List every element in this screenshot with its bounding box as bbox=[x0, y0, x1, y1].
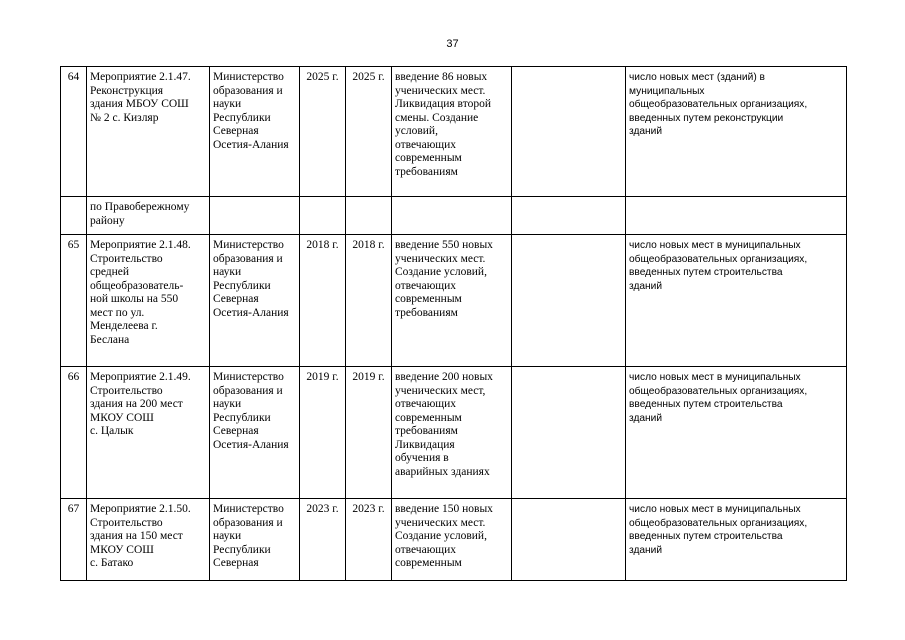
event-cell: Мероприятие 2.1.49. Строительство здания на 200 мест МКОУ СОШ с. Цалык bbox=[87, 367, 210, 499]
executor-cell bbox=[210, 197, 300, 235]
indicator-cell: число новых мест в муниципальных общеобразовательных организациях, введенных путем строительства зданий bbox=[626, 499, 847, 581]
page-number: 37 bbox=[446, 38, 459, 50]
event-cell: Мероприятие 2.1.48. Строительство средней общеобразователь- ной школы на 550 мест по ул. Менделеева г. Беслана bbox=[87, 235, 210, 367]
measures-table bbox=[60, 66, 847, 581]
executor-cell: Министерство образования и науки Республики Северная Осетия-Алания bbox=[210, 367, 300, 499]
empty-cell bbox=[512, 367, 626, 499]
table-row bbox=[61, 367, 847, 499]
end-year-cell: 2019 г. bbox=[346, 367, 392, 499]
end-year-cell bbox=[346, 197, 392, 235]
indicator-cell bbox=[626, 197, 847, 235]
empty-cell bbox=[512, 235, 626, 367]
event-cell: Мероприятие 2.1.50. Строительство здания на 150 мест МКОУ СОШ с. Батако bbox=[87, 499, 210, 581]
start-year-cell: 2023 г. bbox=[300, 499, 346, 581]
row-number: 67 bbox=[61, 499, 87, 581]
district-header-cell: по Правобережному району bbox=[87, 197, 210, 235]
empty-cell bbox=[512, 499, 626, 581]
row-number: 66 bbox=[61, 367, 87, 499]
row-number bbox=[61, 197, 87, 235]
event-cell: Мероприятие 2.1.47. Реконструкция здания МБОУ СОШ № 2 с. Кизляр bbox=[87, 67, 210, 197]
table-row bbox=[61, 235, 847, 367]
start-year-cell bbox=[300, 197, 346, 235]
row-number: 65 bbox=[61, 235, 87, 367]
executor-cell: Министерство образования и науки Республики Северная Осетия-Алания bbox=[210, 67, 300, 197]
result-cell: введение 86 новых ученических мест. Ликвидация второй смены. Создание условий, отвечающих современным требованиям bbox=[392, 67, 512, 197]
end-year-cell: 2023 г. bbox=[346, 499, 392, 581]
result-cell: введение 550 новых ученических мест. Создание условий, отвечающих современным требованиям bbox=[392, 235, 512, 367]
indicator-cell: число новых мест в муниципальных общеобразовательных организациях, введенных путем строительства зданий bbox=[626, 235, 847, 367]
table-row bbox=[61, 499, 847, 581]
empty-cell bbox=[512, 67, 626, 197]
executor-cell: Министерство образования и науки Республики Северная bbox=[210, 499, 300, 581]
start-year-cell: 2018 г. bbox=[300, 235, 346, 367]
executor-cell: Министерство образования и науки Республики Северная Осетия-Алания bbox=[210, 235, 300, 367]
result-cell: введение 200 новых ученических мест, отвечающих современным требованиям Ликвидация обучения в аварийных зданиях bbox=[392, 367, 512, 499]
result-cell bbox=[392, 197, 512, 235]
indicator-cell: число новых мест (зданий) в муниципальных общеобразовательных организациях, введенных путем реконструкции зданий bbox=[626, 67, 847, 197]
result-cell: введение 150 новых ученических мест. Создание условий, отвечающих современным bbox=[392, 499, 512, 581]
end-year-cell: 2018 г. bbox=[346, 235, 392, 367]
table-row bbox=[61, 67, 847, 197]
indicator-cell: число новых мест в муниципальных общеобразовательных организациях, введенных путем строительства зданий bbox=[626, 367, 847, 499]
end-year-cell: 2025 г. bbox=[346, 67, 392, 197]
empty-cell bbox=[512, 197, 626, 235]
row-number: 64 bbox=[61, 67, 87, 197]
start-year-cell: 2019 г. bbox=[300, 367, 346, 499]
table-row bbox=[61, 197, 847, 235]
start-year-cell: 2025 г. bbox=[300, 67, 346, 197]
